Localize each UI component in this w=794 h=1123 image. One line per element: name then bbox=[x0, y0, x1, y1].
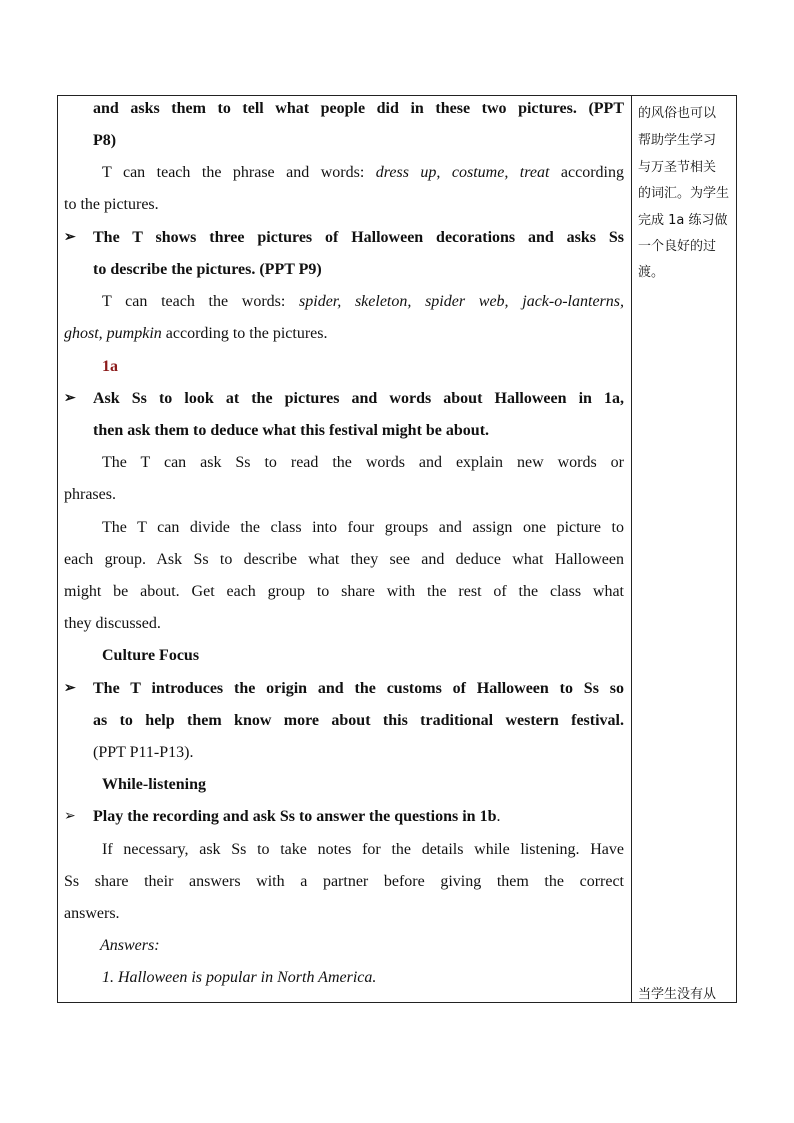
text-line: T can teach the phrase and words: dress up, costume, treat according bbox=[102, 164, 624, 181]
text-line: and asks them to tell what people did in these two pictures. (PPT bbox=[93, 100, 624, 117]
bullet-item: ➢ The T introduces the origin and the customs of Halloween to Ss so bbox=[64, 673, 624, 705]
note-line: 一个良好的过 bbox=[638, 239, 717, 254]
design-intent-column bbox=[638, 96, 734, 1002]
text-line: P8) bbox=[93, 132, 117, 149]
text-line: (PPT P11-P13). bbox=[93, 744, 194, 761]
bullet-arrow-icon: ➢ bbox=[64, 391, 76, 406]
note-line: 当学生没有从 bbox=[638, 987, 717, 1002]
text-line: to describe the pictures. (PPT P9) bbox=[93, 261, 322, 278]
text-line: The T can ask Ss to read the words and explain new words or bbox=[102, 454, 624, 471]
note-line: 帮助学生学习 bbox=[638, 133, 717, 148]
bullet-arrow-icon: ➢ bbox=[64, 681, 76, 696]
text-line: might be about. Get each group to share with the rest of the class what bbox=[64, 583, 624, 600]
bullet-item: ➢ Play the recording and ask Ss to answer the questions in 1b. bbox=[64, 801, 624, 833]
text-line: they discussed. bbox=[64, 615, 161, 632]
note-line: 的词汇。为学生 bbox=[638, 186, 730, 201]
bullet-item: ➢ The T shows three pictures of Halloween decorations and asks Ss bbox=[64, 222, 624, 254]
section-heading-while-listening: While-listening bbox=[102, 776, 207, 793]
answers-label: Answers: bbox=[100, 937, 160, 954]
text-line: ghost, pumpkin according to the pictures. bbox=[64, 325, 328, 342]
bullet-arrow-icon: ➢ bbox=[64, 230, 76, 245]
text-line: If necessary, ask Ss to take notes for the details while listening. Have bbox=[102, 841, 624, 858]
note-line: 完成 1a 练习做 bbox=[638, 213, 728, 228]
lesson-plan-table bbox=[57, 95, 737, 1003]
text-line: phrases. bbox=[64, 486, 116, 503]
text-line: then ask them to deduce what this festival might be about. bbox=[93, 422, 490, 439]
text-line: to the pictures. bbox=[64, 196, 159, 213]
bullet-item: ➢ Ask Ss to look at the pictures and words about Halloween in 1a, bbox=[64, 383, 624, 415]
answer-item: 1. Halloween is popular in North America. bbox=[102, 969, 377, 986]
note-line: 与万圣节相关 bbox=[638, 160, 717, 175]
bullet-arrow-icon: ➢ bbox=[64, 809, 76, 824]
text-line: T can teach the words: spider, skeleton, spider web, jack-o-lanterns, bbox=[102, 293, 624, 310]
section-heading-1a: 1a bbox=[102, 358, 118, 375]
text-line: each group. Ask Ss to describe what they see and deduce what Halloween bbox=[64, 551, 624, 568]
section-heading-culture-focus: Culture Focus bbox=[102, 647, 200, 664]
note-line: 渡。 bbox=[638, 265, 665, 280]
column-divider bbox=[631, 96, 632, 1002]
text-line: answers. bbox=[64, 905, 120, 922]
text-line: Ss share their answers with a partner before giving them the correct bbox=[64, 873, 624, 890]
note-line: 的风俗也可以 bbox=[638, 106, 717, 121]
text-line: The T can divide the class into four groups and assign one picture to bbox=[102, 519, 624, 536]
text-line: as to help them know more about this traditional western festival. bbox=[93, 712, 624, 729]
